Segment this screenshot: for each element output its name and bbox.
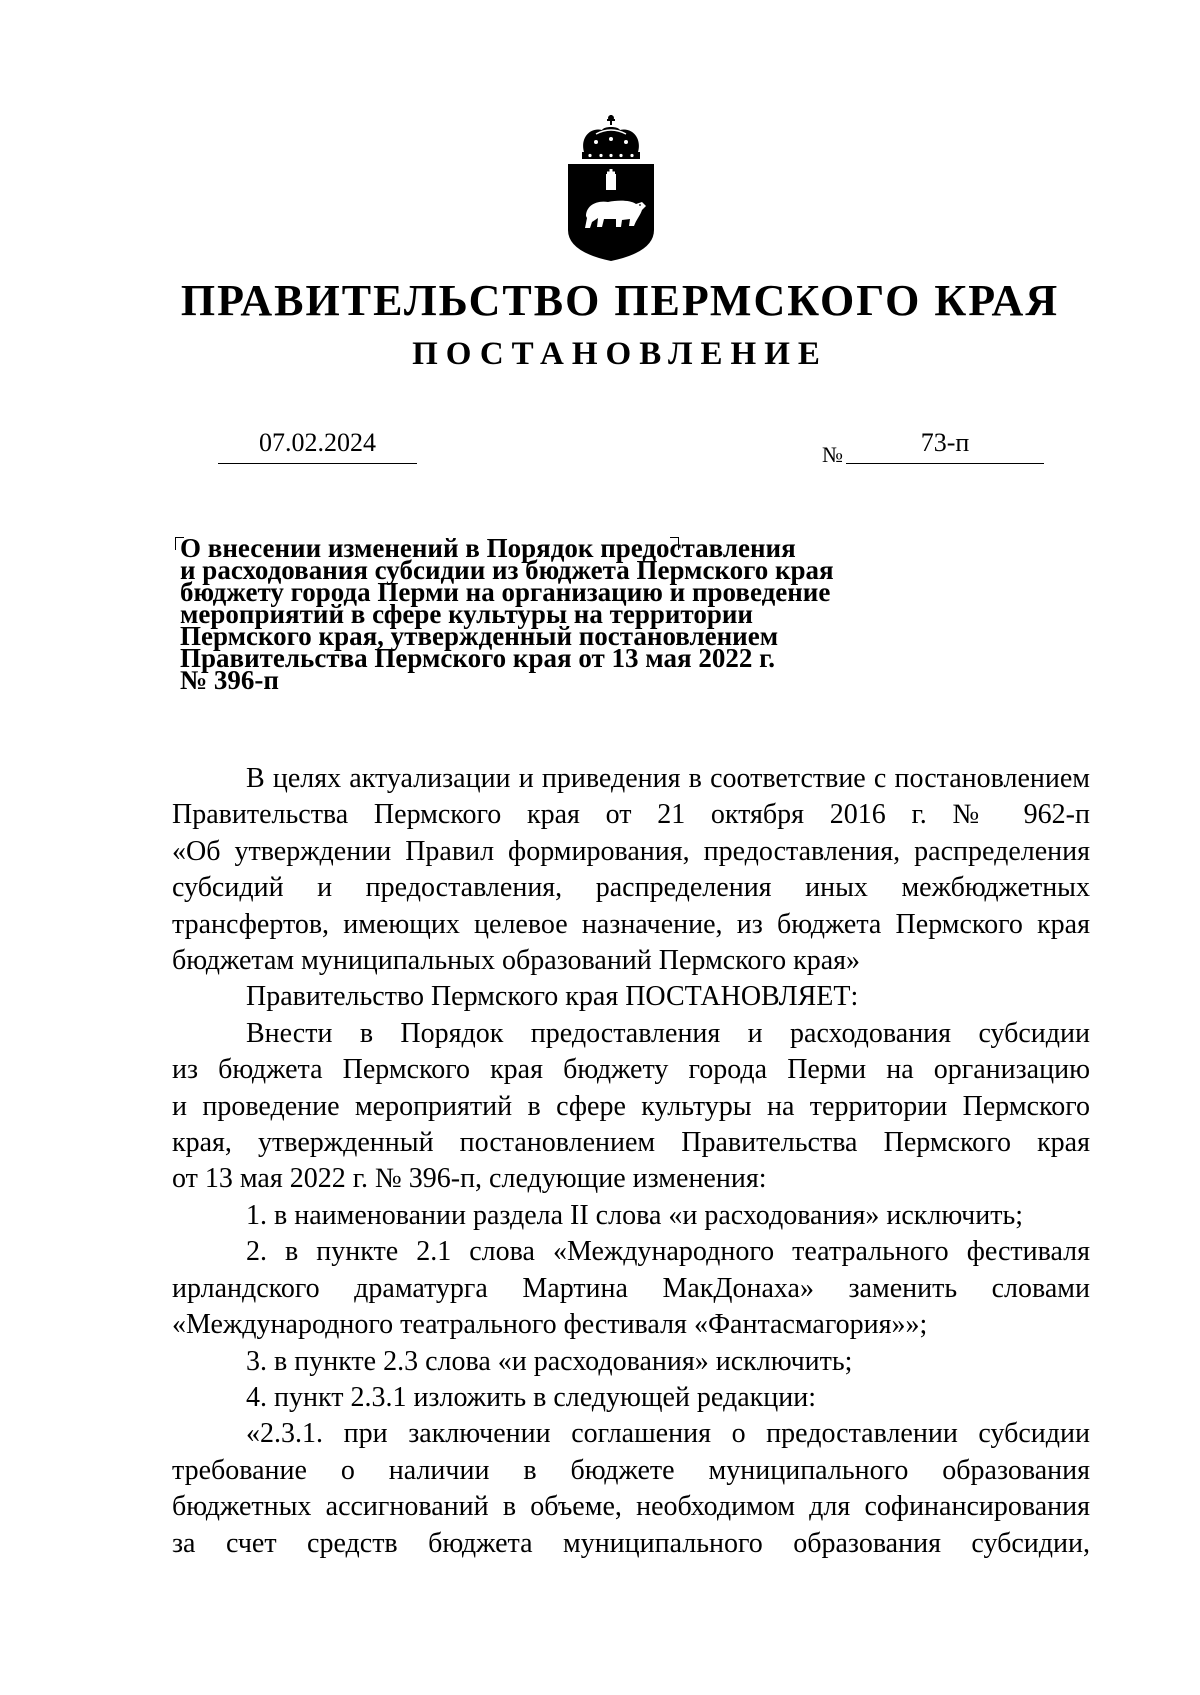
coat-of-arms-emblem bbox=[566, 112, 656, 262]
document-number: 73-п bbox=[846, 428, 1044, 464]
body-line: «Об утверждении Правил формирования, предоставления, распределения bbox=[172, 835, 1090, 867]
body-line: В целях актуализации и приведения в соответствие с постановлением bbox=[246, 763, 1090, 794]
list-item: 1. в наименовании раздела II слова «и расходования» исключить; bbox=[246, 1199, 1024, 1231]
body-line: трансфертов, имеющих целевое назначение, из бюджета Пермского края bbox=[172, 908, 1090, 940]
crown-icon bbox=[582, 115, 640, 159]
body-line: от 13 мая 2022 г. № 396-п, следующие изменения: bbox=[172, 1163, 767, 1195]
list-item: 2. в пункте 2.1 слова «Международного театрального фестиваля bbox=[246, 1236, 1090, 1268]
document-date: 07.02.2024 bbox=[218, 428, 417, 464]
subject-line: № 396-п bbox=[180, 665, 279, 695]
document-subject bbox=[180, 533, 900, 695]
body-line: ирландского драматурга Мартина МакДонаха» заменить словами bbox=[172, 1272, 1090, 1304]
subject-line: О внесении изменений в Порядок предоставления bbox=[180, 533, 796, 563]
resolution-line: Правительство Пермского края ПОСТАНОВЛЯЕТ: bbox=[246, 981, 859, 1013]
subject-line: мероприятий в сфере культуры на территории bbox=[180, 599, 753, 629]
subject-line: и расходования субсидии из бюджета Пермского края bbox=[180, 555, 834, 585]
subject-line: бюджету города Перми на организацию и проведение bbox=[180, 577, 831, 607]
number-sign: № bbox=[822, 442, 843, 467]
list-item: 4. пункт 2.3.1 изложить в следующей редакции: bbox=[246, 1381, 816, 1413]
body-line: бюджетам муниципальных образований Пермского края» bbox=[172, 945, 861, 977]
body-line: бюджетных ассигнований в объеме, необходимом для софинансирования bbox=[172, 1491, 1090, 1523]
body-line: за счет средств бюджета муниципального образования субсидии, bbox=[172, 1527, 1090, 1559]
body-line: из бюджета Пермского края бюджету города Перми на организацию bbox=[172, 1054, 1090, 1086]
body-line: «Международного театрального фестиваля «Фантасмагория»»; bbox=[172, 1309, 928, 1341]
body-line: края, утвержденный постановлением Правительства Пермского края bbox=[172, 1127, 1090, 1159]
shield-icon bbox=[568, 164, 654, 261]
document-type-heading: ПОСТАНОВЛЕНИЕ bbox=[412, 336, 828, 372]
list-item: 3. в пункте 2.3 слова «и расходования» исключить; bbox=[246, 1345, 853, 1377]
body-line: субсидий и предоставления, распределения иных межбюджетных bbox=[172, 872, 1090, 904]
body-line: требование о наличии в бюджете муниципального образования bbox=[172, 1454, 1090, 1486]
document-body bbox=[172, 761, 1090, 1562]
body-line: Внести в Порядок предоставления и расходования субсидии bbox=[246, 1017, 1090, 1049]
body-line: «2.3.1. при заключении соглашения о предоставлении субсидии bbox=[246, 1418, 1090, 1450]
subject-line: Правительства Пермского края от 13 мая 2022 г. bbox=[180, 643, 776, 673]
body-line: и проведение мероприятий в сфере культуры на территории Пермского bbox=[172, 1090, 1090, 1122]
body-line: Правительства Пермского края от 21 октября 2016 г. № 962-п bbox=[172, 799, 1090, 831]
organization-title: ПРАВИТЕЛЬСТВО ПЕРМСКОГО КРАЯ bbox=[180, 276, 1060, 325]
subject-line: Пермского края, утвержденный постановлением bbox=[180, 621, 779, 651]
